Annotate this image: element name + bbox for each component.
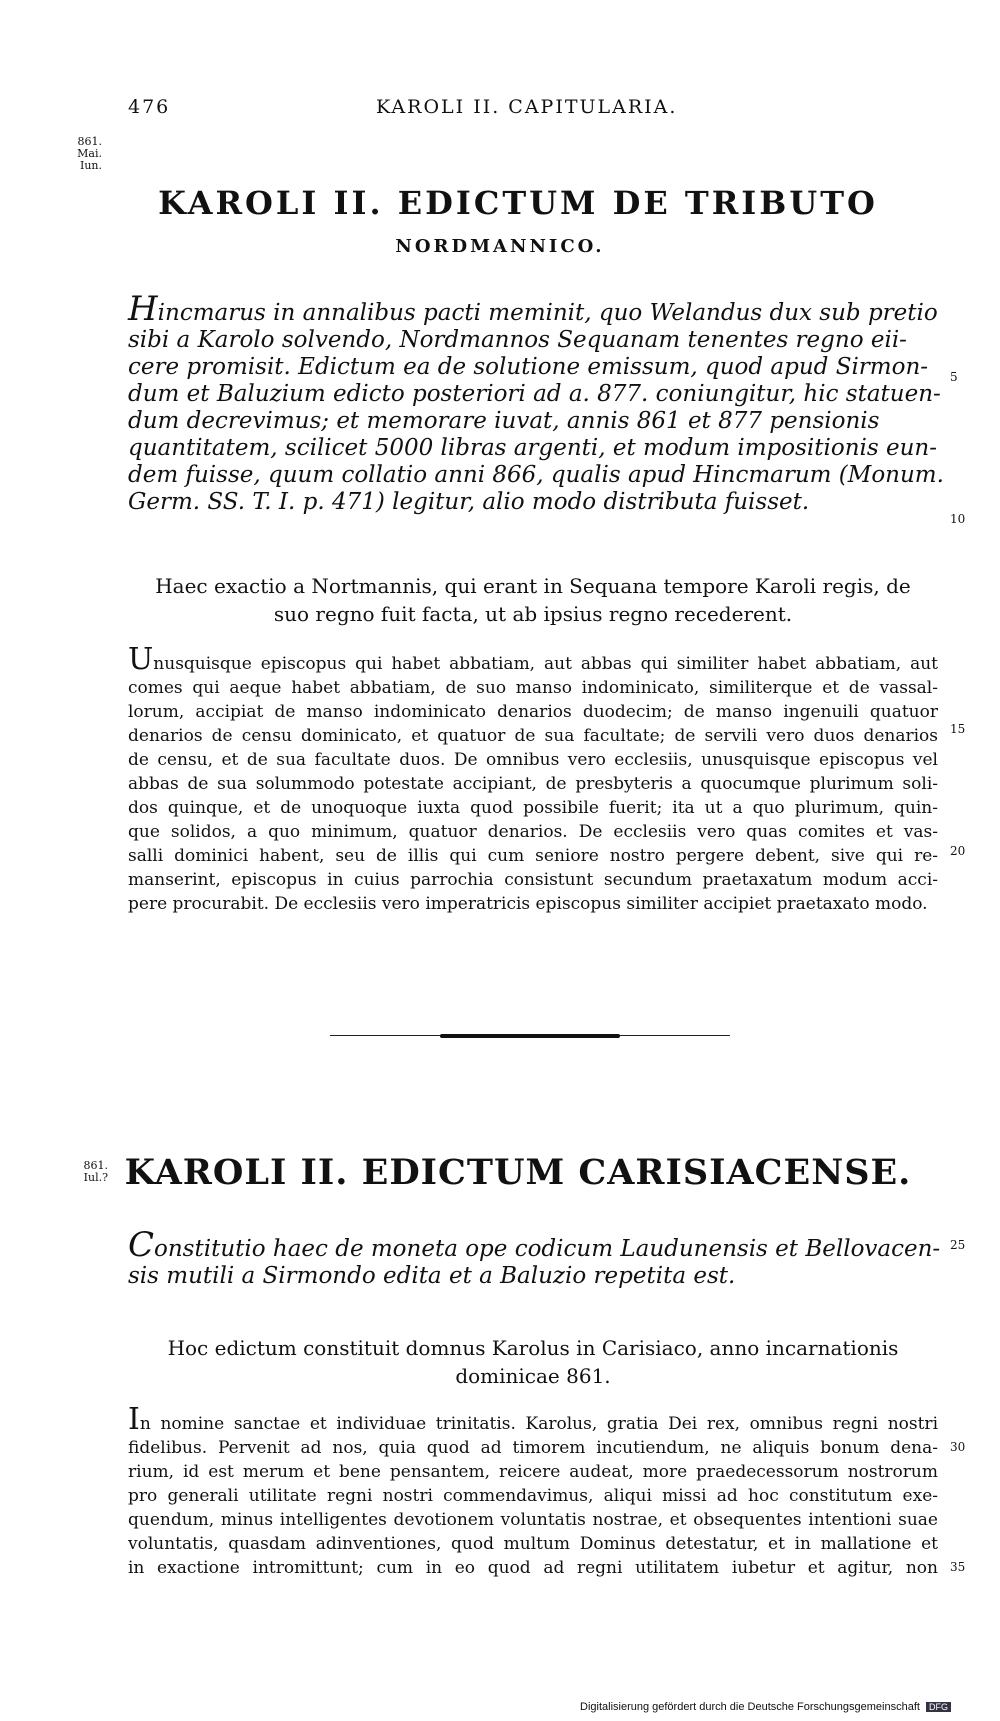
section-divider (330, 1034, 730, 1038)
section1-title: KAROLI II. EDICTUM DE TRIBUTO (158, 184, 878, 222)
line-number: 20 (950, 844, 966, 858)
section2-title: KAROLI II. EDICTUM CARISIACENSE. (124, 1152, 912, 1193)
line-number: 15 (950, 722, 966, 736)
section2-heading: Hoc edictum constituit domnus Karolus in Carisiaco, anno incarnationis dominicae 861. (167, 1336, 899, 1388)
margin-date-2: 861. Iul.? (83, 1159, 108, 1184)
section2-intro: Constitutio haec de moneta ope codicum Laudunensis et Bellovacen- sis mutili a Sirmondo edita et a Baluzio repetita est. (128, 1225, 941, 1289)
section2-body: In nomine sanctae et individuae trinitatis. Karolus, gratia Dei rex, omnibus regni nostri fidelibus. Pervenit ad nos, quia quod ad timorem incutiendum, ne aliquis bonum dena- rium, id est merum et bene pensantem, reicere audeat, more praedecessorum nostrorum pro generali utilitate regni nostri commendavimus, aliqui missi ad hoc constitutum exe- quendum, minus intelligentes devotionem voluntatis nostrae, et obsequentes intentioni suae voluntatis, quasdam adinventiones, quod multum Dominus detestatur, et in mallatione et in exactione intromittunt; cum in eo quod ad regni utilitatem iubetur et agitur, non (128, 1402, 938, 1578)
running-title: KAROLI II. CAPITULARIA. (376, 96, 678, 118)
intro-dropcap: H (128, 289, 158, 329)
digitization-footer: Digitalisierung gefördert durch die Deutsche Forschungsgemeinschaft DFG (580, 1701, 951, 1713)
section1-body: Unusquisque episcopus qui habet abbatiam, aut abbas qui similiter habet abbatiam, aut comes qui aeque habet abbatiam, de suo manso indominicato, similiterque et de vassal- lorum, accipiat de manso indominicato denarios duodecim; de manso ingenuili quatuor denarios de censu dominicato, et quatuor de sua facultate; de servili vero duos denarios de censu, et de sua facultate duos. De omnibus vero ecclesiis, unusquisque episcopus vel abbas de sua solummodo potestate accipiant, de presbyteris a quocumque plurimum soli- dos quinque, et de unoquoque iuxta quod possibile fuerit; ita ut a quo plurimum, quin- que solidos, a quo minimum, quatuor denarios. De ecclesiis vero quas comites et vas- salli dominici habent, seu de illis qui cum seniore nostro pergere debent, sive qui re- manserint, episcopus in cuius parrochia consistunt secundum praetaxatum modum acci- pere procurabit. De ecclesiis vero imperatricis episcopus similiter accipiet praetaxato modo. (128, 642, 938, 914)
line-number: 25 (950, 1238, 966, 1252)
line-number: 5 (950, 370, 958, 384)
body-dropcap: U (128, 642, 154, 677)
line-number: 35 (950, 1560, 966, 1574)
section1-heading: Haec exactio a Nortmannis, qui erant in Sequana tempore Karoli regis, de suo regno fuit facta, ut ab ipsius regno recederent. (155, 574, 911, 626)
margin-date-1: 861. Mai. Iun. (77, 135, 102, 172)
intro-dropcap: C (128, 1225, 155, 1265)
body-dropcap: I (128, 1402, 140, 1437)
dfg-logo: DFG (926, 1702, 951, 1712)
line-number: 10 (950, 512, 966, 526)
section1-intro: Hincmarus in annalibus pacti meminit, quo Welandus dux sub pretio sibi a Karolo solvendo, Nordmannos Sequanam tenentes regno eii- cere promisit. Edictum ea de solutione emissum, quod apud Sirmon- dum et Baluzium edicto posteriori ad a. 877. coniungitur, hic statuen- dum decrevimus; et memorare iuvat, annis 861 et 877 pensionis quantitatem, scilicet 5000 libras argenti, et modum impositionis eun- dem fuisse, quum collatio anni 866, qualis apud Hincmarum (Monum. Germ. SS. T. I. p. 471) legitur, alio modo distributa fuisset. (128, 289, 944, 515)
section1-subtitle: NORDMANNICO. (395, 236, 605, 257)
line-number: 30 (950, 1440, 966, 1454)
page-number: 476 (128, 96, 171, 118)
